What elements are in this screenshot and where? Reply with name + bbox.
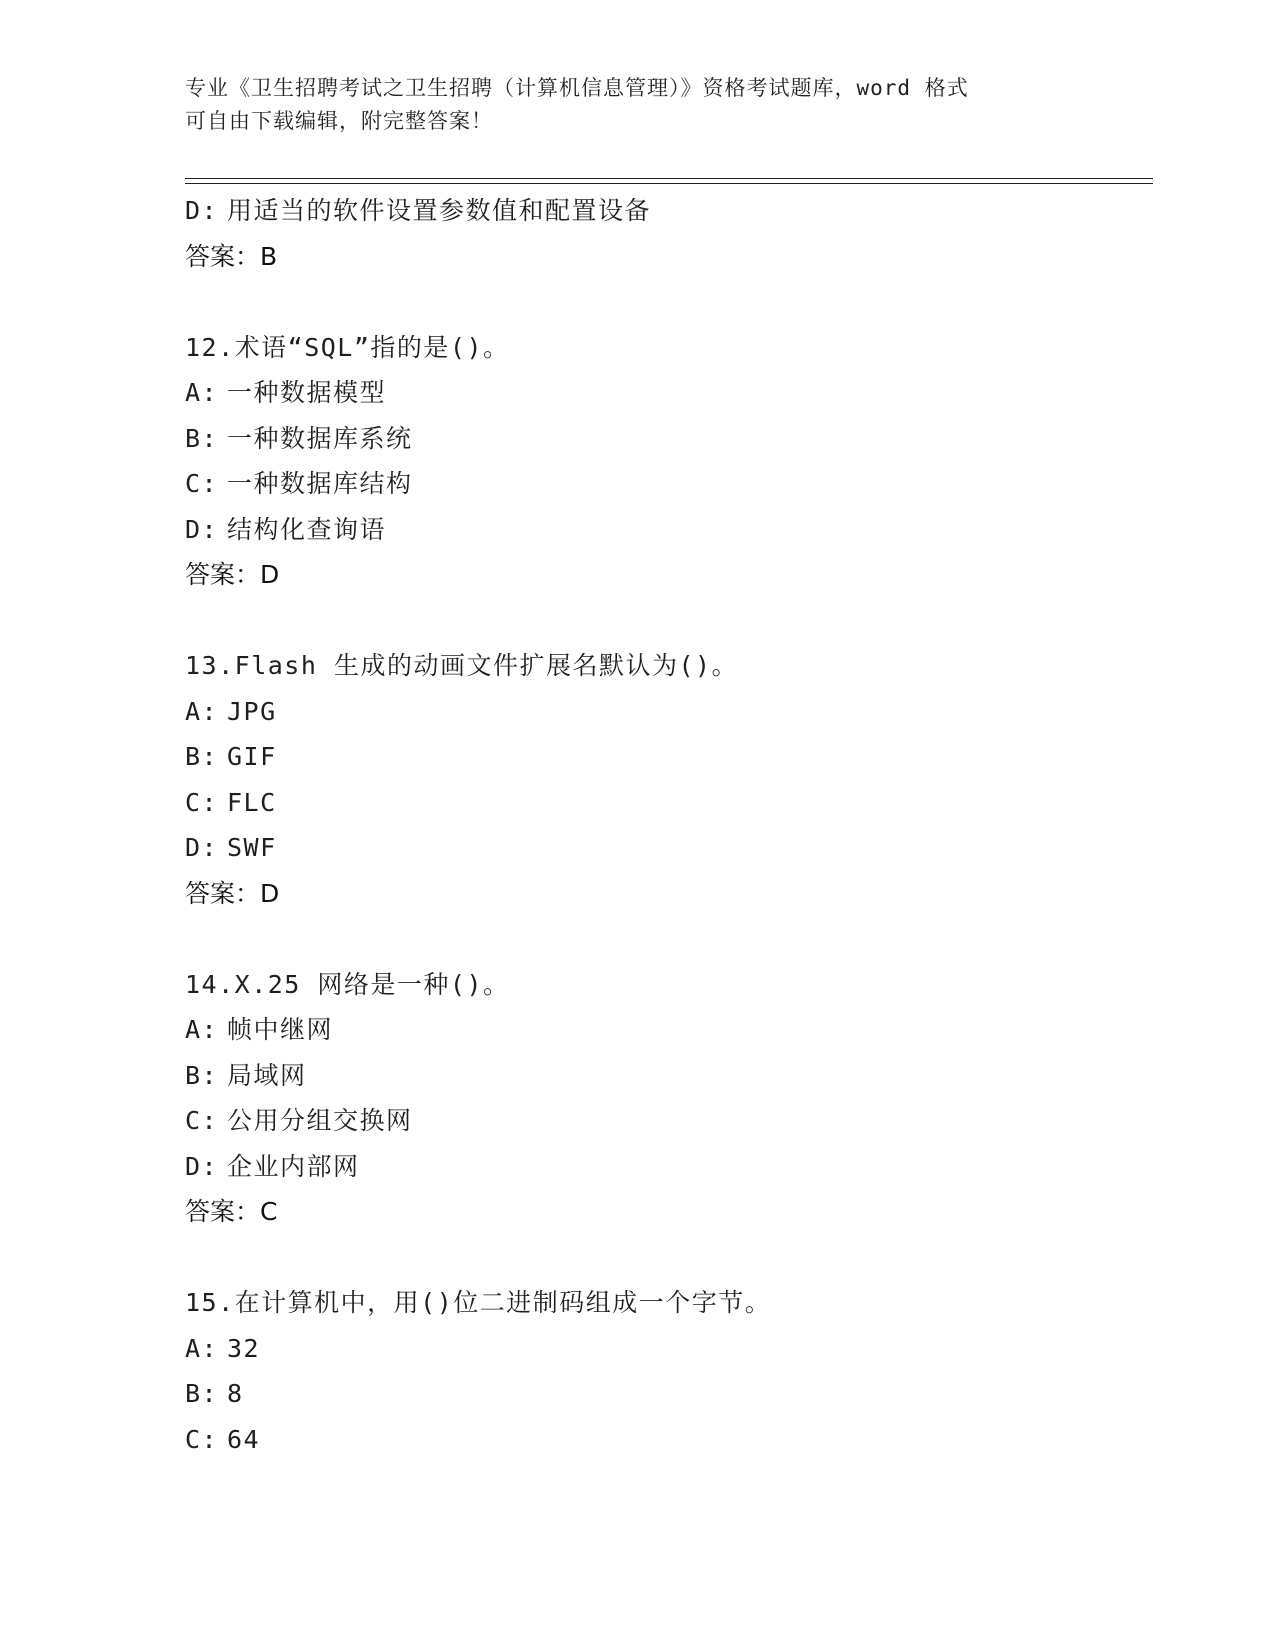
- option-d: [185, 188, 1145, 234]
- option-text: 结构化查询语: [227, 514, 387, 544]
- option-d: [185, 507, 1145, 553]
- header-title-line-1: 专业《卫生招聘考试之卫生招聘（计算机信息管理）》资格考试题库，word 格式: [185, 76, 969, 100]
- option-text: 8: [227, 1379, 244, 1408]
- option-text: 一种数据库系统: [227, 423, 413, 453]
- option-text: JPG: [227, 696, 277, 726]
- option-text: 32: [227, 1333, 261, 1363]
- answer-line: 答案：D: [185, 878, 280, 908]
- option-b: [185, 1371, 1145, 1417]
- option-key: A:: [185, 1333, 219, 1363]
- option-key: A:: [185, 696, 219, 726]
- option-b: [185, 1053, 1145, 1099]
- option-text: 一种数据库结构: [227, 469, 413, 498]
- spacer: [185, 279, 1145, 325]
- answer-line: 答案：C: [185, 1197, 278, 1226]
- spacer: [185, 1235, 1145, 1281]
- option-a: [185, 689, 1145, 735]
- option-c: [185, 780, 1145, 826]
- option-text: 局域网: [227, 1060, 307, 1090]
- option-key: D:: [185, 196, 219, 225]
- option-d: [185, 825, 1145, 871]
- option-text: FLC: [227, 787, 277, 817]
- option-c: [185, 1417, 1145, 1463]
- spacer: [185, 598, 1145, 644]
- option-key: A:: [185, 378, 219, 407]
- answer-line: 答案：D: [185, 560, 280, 589]
- header-divider-bottom: [185, 183, 1153, 184]
- option-d: [185, 1144, 1145, 1190]
- question-stem: 13.Flash 生成的动画文件扩展名默认为()。: [185, 651, 739, 680]
- option-key: D:: [185, 514, 219, 544]
- option-text: 企业内部网: [227, 1151, 360, 1181]
- option-key: B:: [185, 423, 219, 453]
- option-key: B:: [185, 1060, 219, 1090]
- option-key: C:: [185, 1106, 219, 1135]
- header-title-line-2: 可自由下载编辑，附完整答案！: [185, 109, 493, 133]
- option-c: [185, 1098, 1145, 1144]
- option-b: [185, 416, 1145, 462]
- option-a: [185, 1007, 1145, 1053]
- option-key: D:: [185, 833, 219, 862]
- option-text: 帧中继网: [227, 1015, 334, 1044]
- question-stem: 12.术语“SQL”指的是()。: [185, 332, 510, 362]
- answer-line: 答案：B: [185, 241, 278, 271]
- spacer: [185, 916, 1145, 962]
- option-key: B:: [185, 742, 219, 771]
- option-key: C:: [185, 787, 219, 817]
- option-text: SWF: [227, 833, 277, 862]
- header-divider-top: [185, 178, 1153, 179]
- option-c: [185, 461, 1145, 507]
- option-key: C:: [185, 1424, 219, 1454]
- option-b: [185, 734, 1145, 780]
- option-key: B:: [185, 1379, 219, 1408]
- document-header: [185, 72, 1085, 138]
- question-list: [185, 188, 1145, 1462]
- option-text: 一种数据模型: [227, 378, 387, 407]
- option-text: GIF: [227, 742, 277, 771]
- option-key: C:: [185, 469, 219, 498]
- question-stem: 15.在计算机中，用()位二进制码组成一个字节。: [185, 1288, 772, 1317]
- option-text: 64: [227, 1424, 261, 1454]
- option-text: 公用分组交换网: [227, 1106, 413, 1135]
- option-a: [185, 1326, 1145, 1372]
- option-key: D:: [185, 1151, 219, 1181]
- option-text: 用适当的软件设置参数值和配置设备: [227, 196, 652, 225]
- option-a: [185, 370, 1145, 416]
- question-stem: 14.X.25 网络是一种()。: [185, 969, 510, 999]
- option-key: A:: [185, 1015, 219, 1044]
